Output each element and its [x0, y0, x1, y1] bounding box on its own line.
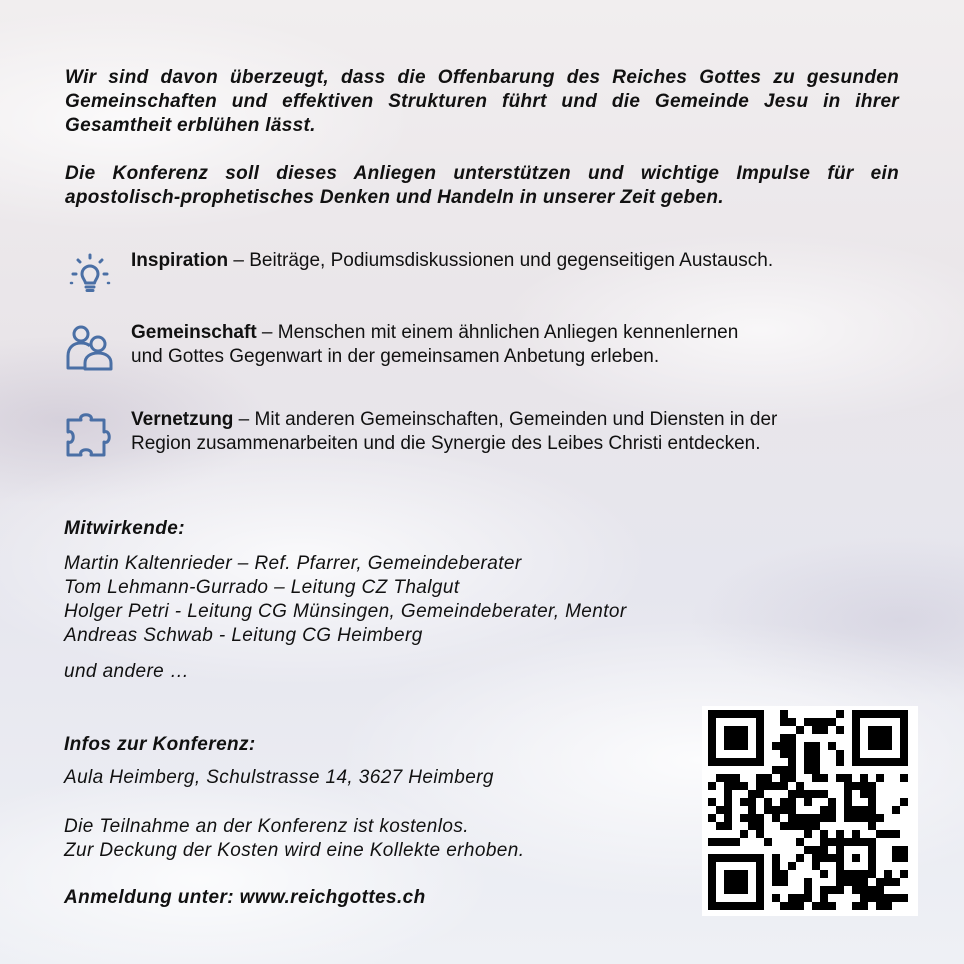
qr-module — [716, 774, 724, 782]
qr-module — [772, 862, 780, 870]
qr-module — [748, 806, 756, 814]
qr-module — [756, 822, 764, 830]
qr-module — [876, 886, 884, 894]
feature-vernetzung — [65, 408, 925, 468]
qr-module — [724, 726, 748, 750]
qr-module — [820, 726, 828, 734]
qr-module — [876, 814, 884, 822]
qr-module — [772, 878, 780, 886]
feature-vernetzung-text — [131, 408, 921, 456]
qr-module — [892, 830, 900, 838]
qr-module — [884, 902, 892, 910]
info-fee-line2: Zur Deckung der Kosten wird eine Kollekte erhoben. — [64, 840, 525, 861]
qr-module — [724, 774, 732, 782]
feature-title: Vernetzung — [131, 409, 234, 430]
qr-module — [892, 846, 900, 854]
qr-module — [820, 830, 828, 838]
qr-module — [868, 726, 892, 750]
qr-module — [900, 798, 908, 806]
qr-module — [772, 766, 780, 774]
qr-module — [812, 718, 820, 726]
qr-module — [812, 862, 820, 870]
qr-module — [740, 814, 748, 822]
qr-module — [812, 766, 820, 774]
qr-module — [820, 806, 828, 814]
qr-module — [820, 846, 828, 854]
qr-module — [796, 902, 804, 910]
qr-module — [852, 782, 860, 790]
qr-module — [884, 894, 892, 902]
qr-code — [702, 706, 918, 916]
qr-module — [836, 758, 844, 766]
feature-gemeinschaft — [65, 321, 925, 381]
qr-module — [764, 798, 772, 806]
qr-module — [804, 878, 812, 886]
qr-module — [780, 806, 788, 814]
feature-inspiration-text — [131, 249, 921, 273]
qr-module — [740, 782, 748, 790]
qr-module — [860, 790, 868, 798]
qr-module — [892, 878, 900, 886]
qr-module — [836, 710, 844, 718]
qr-module — [860, 894, 868, 902]
qr-module — [780, 766, 788, 774]
qr-module — [836, 878, 844, 886]
qr-module — [804, 814, 812, 822]
qr-module — [860, 902, 868, 910]
qr-module — [812, 742, 820, 750]
qr-module — [716, 822, 724, 830]
qr-module — [764, 838, 772, 846]
contributors-heading: Mitwirkende: — [64, 518, 185, 539]
qr-module — [724, 870, 748, 894]
qr-module — [748, 822, 756, 830]
qr-module — [852, 886, 860, 894]
contributor: Martin Kaltenrieder – Ref. Pfarrer, Gemeindeberater — [64, 553, 522, 574]
qr-module — [844, 782, 852, 790]
qr-module — [812, 774, 820, 782]
qr-module — [812, 846, 820, 854]
qr-module — [804, 758, 812, 766]
info-heading: Infos zur Konferenz: — [64, 734, 256, 755]
qr-module — [796, 822, 804, 830]
feature-title: Gemeinschaft — [131, 322, 257, 343]
qr-module — [812, 750, 820, 758]
qr-module — [788, 734, 796, 742]
qr-module — [780, 742, 788, 750]
qr-module — [892, 894, 900, 902]
qr-module — [804, 766, 812, 774]
qr-module — [780, 798, 788, 806]
qr-module — [812, 902, 820, 910]
qr-module — [876, 878, 884, 886]
qr-module — [844, 806, 852, 814]
qr-module — [772, 814, 780, 822]
qr-module — [748, 790, 756, 798]
feature-inspiration — [65, 249, 925, 309]
qr-module — [740, 830, 748, 838]
qr-module — [796, 838, 804, 846]
qr-module — [812, 726, 820, 734]
qr-module — [732, 774, 740, 782]
qr-module — [820, 718, 828, 726]
qr-module — [804, 894, 812, 902]
qr-module — [876, 894, 884, 902]
qr-module — [788, 806, 796, 814]
qr-module — [748, 814, 756, 822]
qr-module — [804, 742, 812, 750]
qr-module — [812, 758, 820, 766]
qr-module — [820, 854, 828, 862]
qr-module — [820, 902, 828, 910]
qr-module — [756, 774, 764, 782]
qr-module — [812, 822, 820, 830]
qr-module — [868, 782, 876, 790]
contributor: Tom Lehmann-Gurrado – Leitung CZ Thalgut — [64, 577, 460, 598]
qr-module — [724, 838, 732, 846]
qr-module — [820, 870, 828, 878]
intro-paragraph-2: Die Konferenz soll dieses Anliegen unterstützen und wichtige Impulse für ein apostolisch-prophetisches Denken und Handeln in unserer Zeit geben. — [65, 163, 899, 208]
qr-module — [860, 814, 868, 822]
qr-module — [804, 846, 812, 854]
qr-module — [804, 718, 812, 726]
info-fee-line1: Die Teilnahme an der Konferenz ist kostenlos. — [64, 816, 469, 837]
qr-module — [780, 710, 788, 718]
qr-module — [892, 806, 900, 814]
qr-module — [820, 838, 828, 846]
qr-module — [900, 894, 908, 902]
qr-module — [788, 798, 796, 806]
feature-desc-line2: Region zusammenarbeiten und die Synergie des Leibes Christi entdecken. — [131, 433, 761, 454]
info-fee — [64, 815, 524, 863]
qr-module — [844, 814, 852, 822]
qr-module — [788, 790, 796, 798]
qr-module — [780, 774, 788, 782]
qr-module — [820, 886, 828, 894]
contributors-others: und andere … — [64, 661, 190, 682]
qr-module — [732, 782, 740, 790]
qr-module — [860, 774, 868, 782]
qr-module — [788, 718, 796, 726]
qr-code-graphic — [702, 706, 918, 916]
qr-module — [828, 886, 836, 894]
qr-module — [836, 726, 844, 734]
qr-module — [780, 870, 788, 878]
qr-module — [796, 894, 804, 902]
qr-module — [828, 798, 836, 806]
qr-module — [772, 782, 780, 790]
qr-module — [860, 806, 868, 814]
qr-module — [876, 830, 884, 838]
qr-module — [868, 814, 876, 822]
qr-module — [836, 750, 844, 758]
feature-title: Inspiration — [131, 250, 229, 271]
people-icon — [65, 321, 115, 371]
info-address: Aula Heimberg, Schulstrasse 14, 3627 Heimberg — [64, 767, 494, 788]
qr-module — [892, 854, 900, 862]
qr-module — [788, 774, 796, 782]
qr-module — [764, 806, 772, 814]
puzzle-icon — [65, 408, 115, 458]
qr-module — [780, 750, 788, 758]
qr-module — [828, 806, 836, 814]
qr-module — [780, 782, 788, 790]
qr-module — [708, 782, 716, 790]
qr-module — [724, 798, 732, 806]
qr-module — [876, 774, 884, 782]
qr-module — [868, 822, 876, 830]
qr-module — [828, 902, 836, 910]
qr-module — [788, 750, 796, 758]
qr-module — [804, 790, 812, 798]
qr-module — [764, 774, 772, 782]
qr-module — [868, 798, 876, 806]
qr-module — [716, 838, 724, 846]
qr-module — [812, 814, 820, 822]
qr-module — [804, 822, 812, 830]
qr-module — [820, 894, 828, 902]
qr-module — [836, 774, 844, 782]
contributor: Holger Petri - Leitung CG Münsingen, Gemeindeberater, Mentor — [64, 601, 627, 622]
feature-desc-line2: und Gottes Gegenwart in der gemeinsamen Anbetung erleben. — [131, 346, 660, 367]
qr-module — [852, 814, 860, 822]
qr-module — [852, 854, 860, 862]
qr-module — [748, 798, 756, 806]
qr-module — [724, 782, 732, 790]
qr-module — [780, 734, 788, 742]
qr-module — [828, 718, 836, 726]
intro-paragraph-1: Wir sind davon überzeugt, dass die Offenbarung des Reiches Gottes zu gesunden Gemeinschaften und effektiven Strukturen führt und die Gemeinde Jesu in ihrer Gesamtheit erblühen lässt. — [65, 67, 899, 136]
qr-module — [724, 790, 732, 798]
qr-module — [756, 782, 764, 790]
qr-module — [796, 726, 804, 734]
qr-module — [828, 814, 836, 822]
qr-module — [708, 838, 716, 846]
contributors-list — [64, 552, 627, 648]
qr-module — [772, 854, 780, 862]
qr-module — [852, 878, 860, 886]
qr-module — [836, 886, 844, 894]
feature-desc: – Beiträge, Podiumsdiskussionen und gegenseitigen Austausch. — [228, 250, 774, 271]
qr-module — [820, 790, 828, 798]
qr-module — [828, 854, 836, 862]
qr-module — [796, 782, 804, 790]
qr-module — [796, 854, 804, 862]
qr-module — [756, 830, 764, 838]
qr-module — [796, 790, 804, 798]
qr-module — [852, 806, 860, 814]
qr-module — [804, 798, 812, 806]
qr-module — [844, 798, 852, 806]
qr-module — [836, 830, 844, 838]
qr-module — [900, 870, 908, 878]
qr-module — [828, 742, 836, 750]
qr-module — [788, 902, 796, 910]
qr-module — [724, 814, 732, 822]
qr-module — [772, 806, 780, 814]
qr-module — [788, 894, 796, 902]
qr-module — [868, 894, 876, 902]
qr-module — [868, 806, 876, 814]
qr-module — [804, 750, 812, 758]
qr-module — [820, 814, 828, 822]
qr-module — [724, 822, 732, 830]
qr-module — [860, 878, 868, 886]
qr-module — [740, 798, 748, 806]
qr-module — [732, 838, 740, 846]
qr-module — [884, 878, 892, 886]
qr-module — [780, 718, 788, 726]
qr-module — [788, 822, 796, 830]
qr-module — [900, 854, 908, 862]
qr-module — [764, 782, 772, 790]
qr-module — [884, 870, 892, 878]
qr-module — [852, 830, 860, 838]
qr-module — [852, 902, 860, 910]
qr-module — [788, 862, 796, 870]
feature-desc: – Menschen mit einem ähnlichen Anliegen kennenlernen — [256, 322, 739, 343]
qr-module — [844, 790, 852, 798]
qr-module — [860, 782, 868, 790]
qr-module — [788, 758, 796, 766]
qr-module — [820, 774, 828, 782]
registration-link[interactable]: Anmeldung unter: www.reichgottes.ch — [64, 887, 426, 908]
qr-module — [876, 902, 884, 910]
qr-module — [780, 878, 788, 886]
qr-module — [828, 838, 836, 846]
qr-module — [860, 886, 868, 894]
lightbulb-icon — [65, 249, 115, 299]
qr-module — [756, 790, 764, 798]
qr-module — [812, 790, 820, 798]
qr-module — [788, 766, 796, 774]
qr-module — [812, 854, 820, 862]
qr-module — [796, 814, 804, 822]
qr-module — [900, 846, 908, 854]
qr-module — [756, 814, 764, 822]
qr-module — [804, 830, 812, 838]
qr-module — [804, 886, 812, 894]
qr-module — [772, 742, 780, 750]
qr-module — [716, 806, 724, 814]
qr-module — [868, 790, 876, 798]
qr-module — [788, 742, 796, 750]
qr-module — [788, 814, 796, 822]
qr-module — [844, 774, 852, 782]
qr-module — [772, 870, 780, 878]
qr-module — [708, 814, 716, 822]
qr-module — [844, 878, 852, 886]
qr-module — [868, 886, 876, 894]
feature-desc: – Mit anderen Gemeinschaften, Gemeinden und Diensten in der — [233, 409, 778, 430]
qr-module — [780, 822, 788, 830]
qr-module — [708, 798, 716, 806]
qr-module — [772, 894, 780, 902]
qr-module — [884, 830, 892, 838]
qr-module — [780, 902, 788, 910]
qr-module — [724, 806, 732, 814]
feature-gemeinschaft-text — [131, 321, 921, 369]
contributor: Andreas Schwab - Leitung CG Heimberg — [64, 625, 423, 646]
qr-module — [900, 774, 908, 782]
